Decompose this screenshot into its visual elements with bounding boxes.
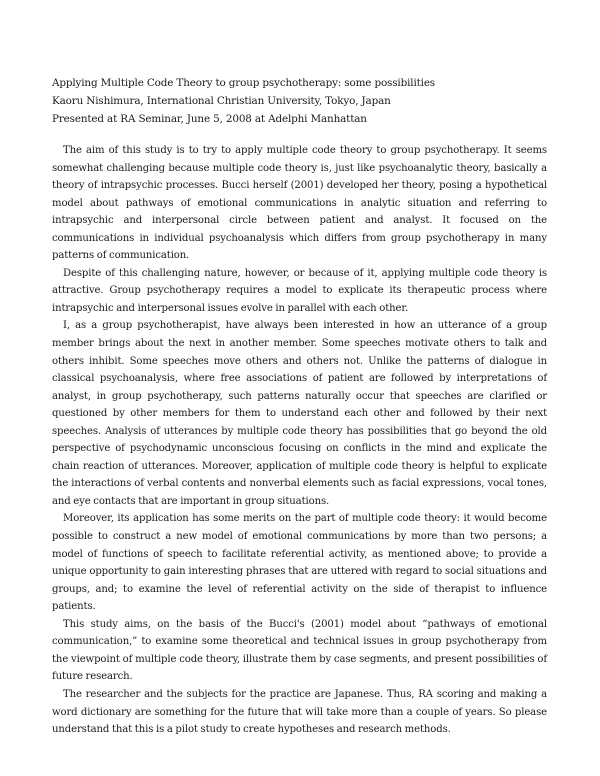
author-affiliation: Kaoru Nishimura, International Christian University, Tokyo, Japan: [52, 95, 391, 107]
paragraph-2: Despite of this challenging nature, however, or because of it, applying multiple code theory is attractive. Group psychotherapy requires a model to explicate its therapeutic process where intrapsychic and interpersonal issues evolve in parallel with each other.: [52, 267, 547, 314]
document-title: Applying Multiple Code Theory to group psychotherapy: some possibilities: [52, 77, 435, 89]
presentation-info: Presented at RA Seminar, June 5, 2008 at Adelphi Manhattan: [52, 113, 367, 125]
document-header: [52, 74, 552, 128]
document-body: [52, 142, 547, 739]
paragraph-5: This study aims, on the basis of the Bucci's (2001) model about “pathways of emotional communication,” to examine some theoretical and technical issues in group psychotherapy from the viewpoint of multiple code theory, illustrate them by case segments, and present possibilities of future research.: [52, 618, 547, 683]
paragraph-6: The researcher and the subjects for the practice are Japanese. Thus, RA scoring and making a word dictionary are something for the future that will take more than a couple of years. So please understand that this is a pilot study to create hypotheses and research methods.: [52, 688, 547, 736]
paragraph-3: I, as a group psychotherapist, have always been interested in how an utterance of a group member brings about the next in another member. Some speeches motivate others to talk and others inhibit. Some speeches move others and others not. Unlike the patterns of dialogue in classical psychoanalysis, where free associations of patient are followed by interpretations of analyst, in group psychotherapy, such patterns naturally occur that speeches are clarified or questioned by other members for them to understand each other and followed by their next speeches. Analysis of utterances by multiple code theory has possibilities that go beyond the old perspective of psychodynamic unconscious focusing on conflicts in the mind and explicate the chain reaction of utterances. Moreover, application of multiple code theory is helpful to explicate the interactions of verbal contents and nonverbal elements such as facial expressions, vocal tones, and eye contacts that are important in group situations.: [52, 320, 547, 507]
paragraph-1: The aim of this study is to try to apply multiple code theory to group psychotherapy. It seems somewhat challenging because multiple code theory is, just like psychoanalytic theory, basically a theory of intrapsychic processes. Bucci herself (2001) developed her theory, posing a hypothetical model about pathways of emotional communications in analytic situation and referring to intrapsychic and interpersonal circle between patient and analyst. It focused on the communications in individual psychoanalysis which differs from group psychotherapy in many patterns of communication.: [52, 145, 547, 262]
paragraph-4: Moreover, its application has some merits on the part of multiple code theory: it would become possible to construct a new model of emotional communications by more than two persons; a model of functions of speech to facilitate referential activity, as mentioned above; to provide a unique opportunity to gain interesting phrases that are uttered with regard to social situations and groups, and; to examine the level of referential activity on the side of therapist to influence patients.: [52, 513, 547, 613]
